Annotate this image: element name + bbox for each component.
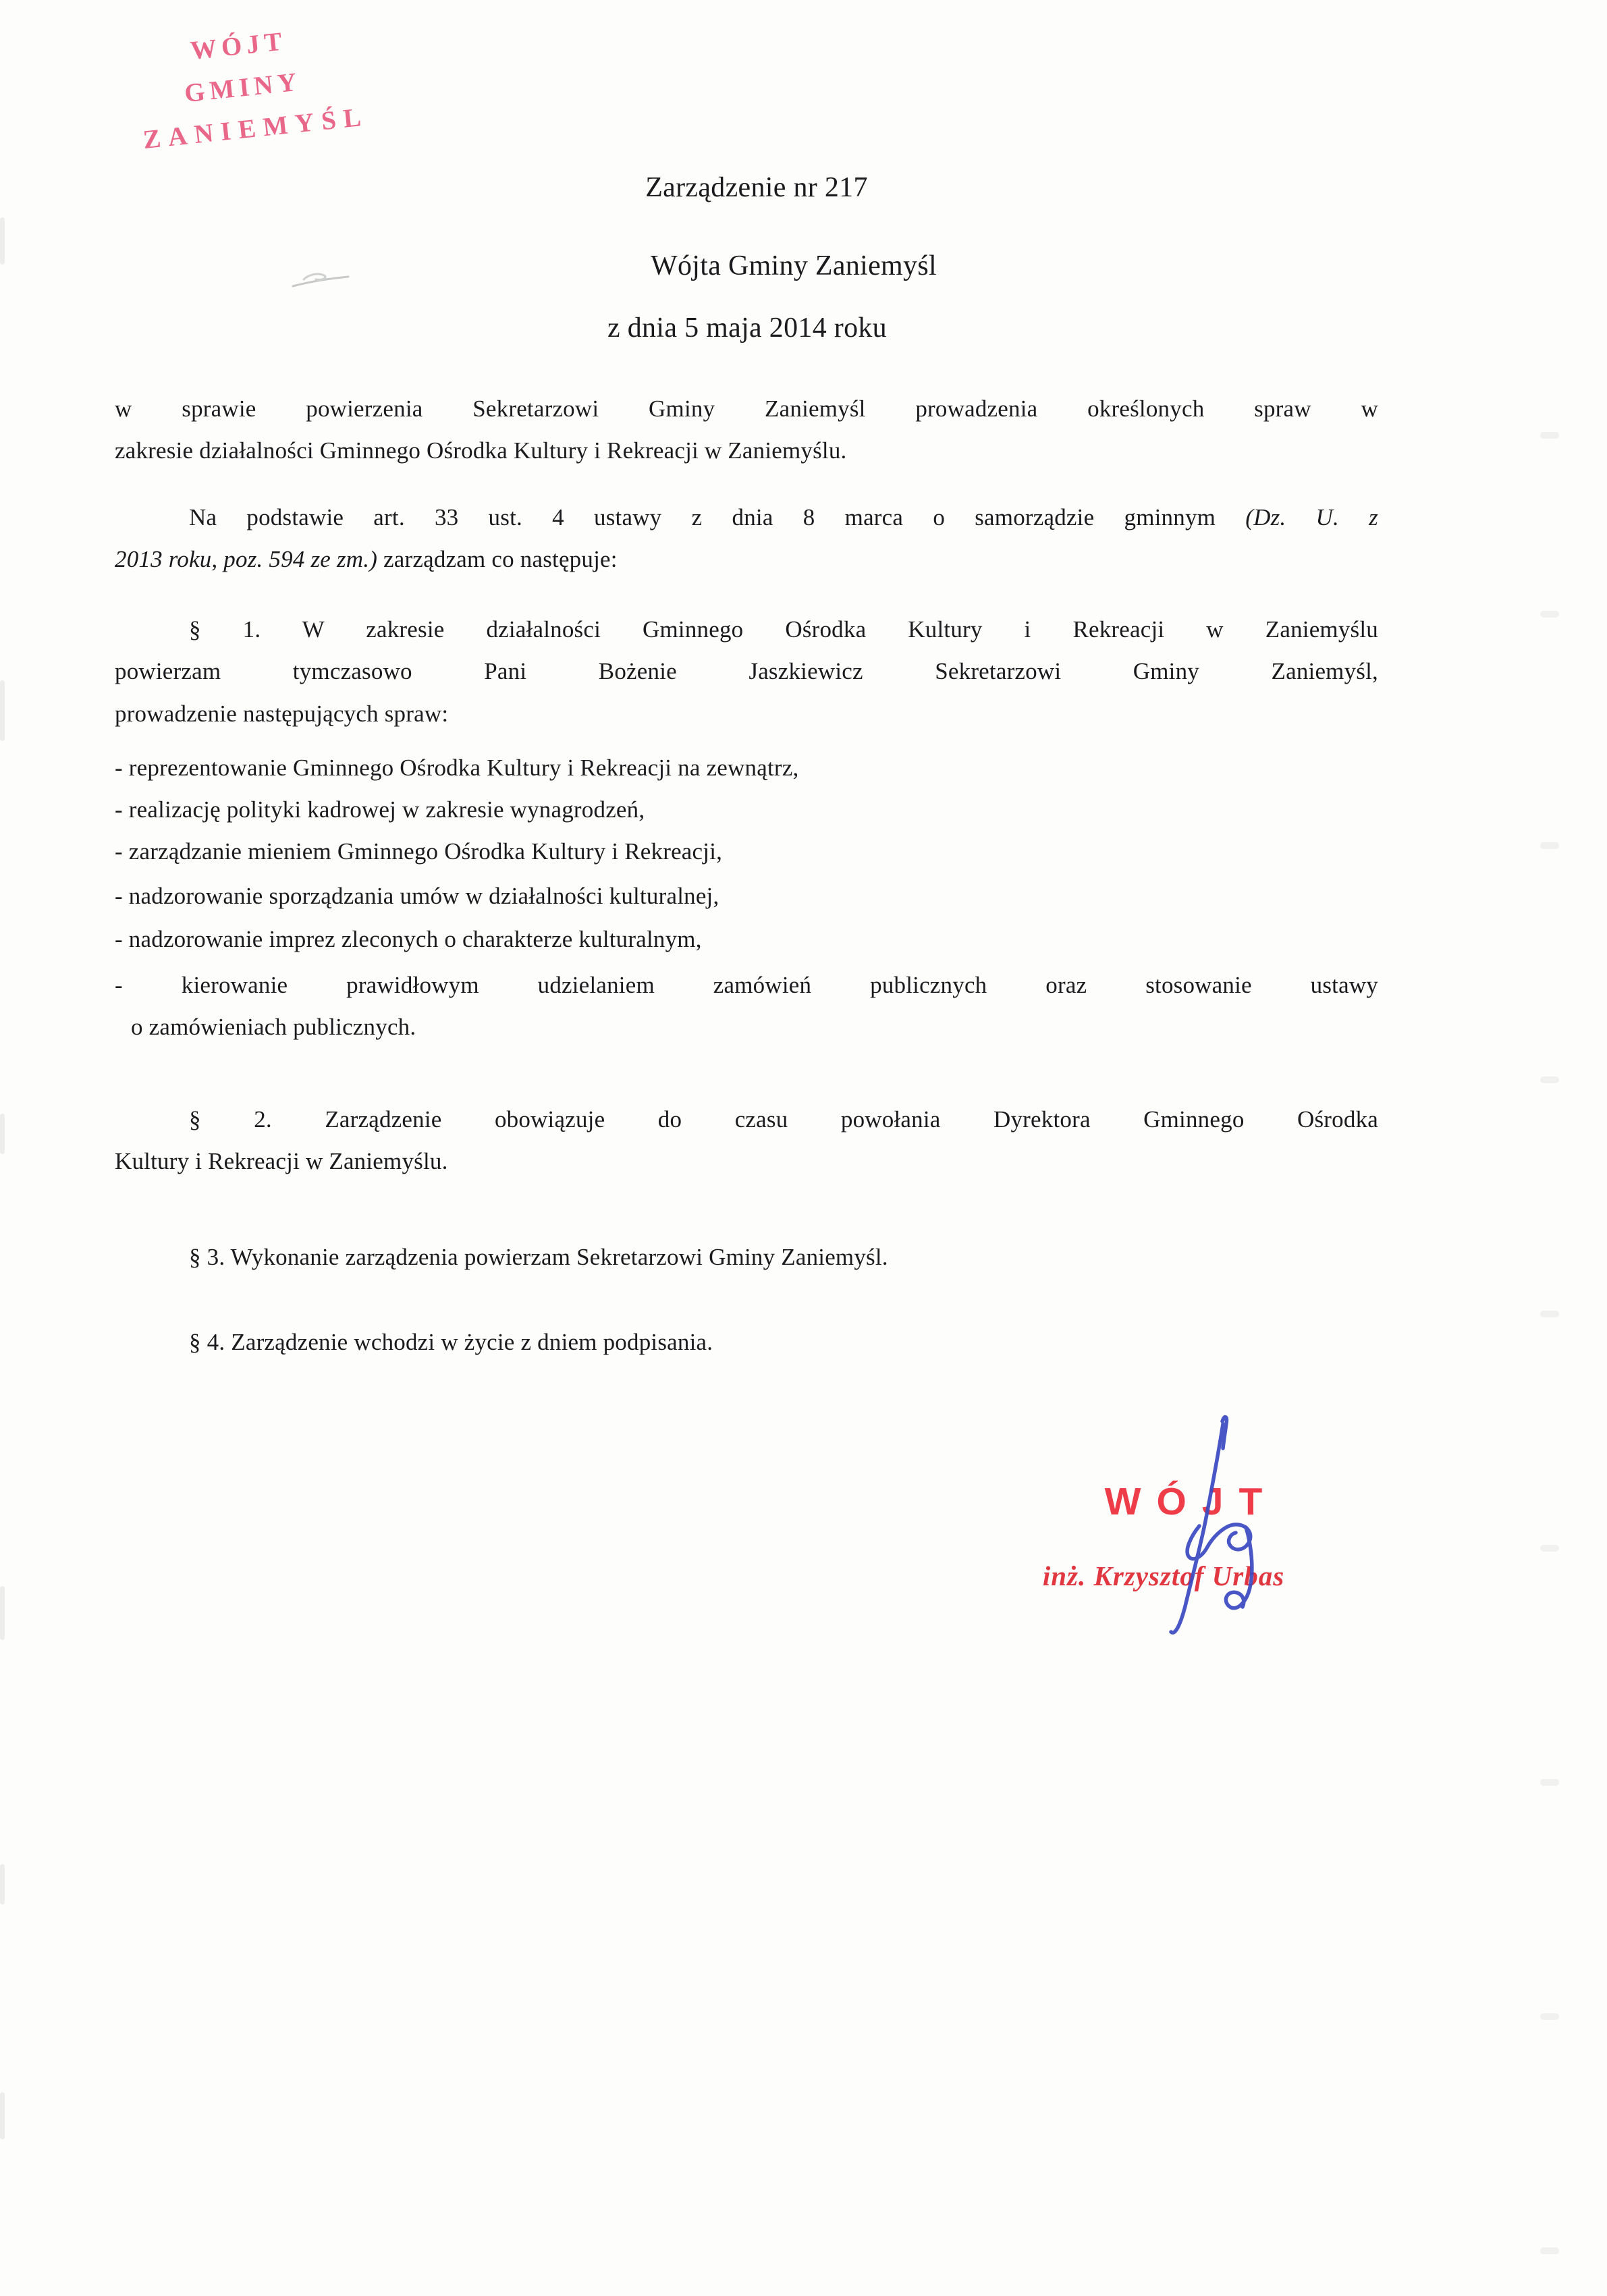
scan-feed-mark	[1540, 1311, 1559, 1317]
office-header-stamp	[132, 15, 370, 161]
section-1-line-1: § 1. W zakresie działalności Gminnego Ośrodka Kultury i Rekreacji w Zaniemyślu	[189, 616, 1378, 643]
legal-basis-citation-start: (Dz. U. z	[1245, 504, 1378, 530]
legal-basis-line-2	[115, 538, 1378, 580]
document-title-issuer: Wójta Gminy Zaniemyśl	[651, 250, 937, 281]
legal-basis-line-1	[115, 496, 1378, 539]
duty-list-item: - realizację polityki kadrowej w zakresie wynagrodzeń,	[115, 796, 645, 823]
duty-list-item: - nadzorowanie imprez zleconych o charakterze kulturalnym,	[115, 926, 702, 952]
scan-edge-artifact	[0, 1114, 5, 1154]
signature-stamp-role: WÓJT	[1104, 1480, 1278, 1523]
legal-basis-normal-text: Na podstawie art. 33 ust. 4 ustawy z dnia 8 marca o samorządzie gminnym	[189, 504, 1246, 530]
scan-feed-mark	[1540, 1779, 1559, 1786]
office-stamp-line1: WÓJT GMINY	[183, 26, 303, 109]
section-4-line: § 4. Zarządzenie wchodzi w życie z dniem podpisania.	[189, 1329, 713, 1355]
section-2-line-1: § 2. Zarządzenie obowiązuje do czasu powołania Dyrektora Gminnego Ośrodka	[189, 1106, 1378, 1132]
scan-feed-mark	[1540, 1545, 1559, 1552]
legal-basis-citation-end: 2013 roku, poz. 594 ze zm.)	[115, 546, 378, 572]
scan-edge-artifact	[0, 680, 5, 741]
document-title-number: Zarządzenie nr 217	[645, 172, 868, 203]
legal-basis-closing-text: zarządzam co następuje:	[377, 546, 618, 572]
duty-list-item: - kierowanie prawidłowym udzielaniem zamówień publicznych oraz stosowanie ustawy	[115, 972, 1378, 998]
scan-feed-mark	[1540, 2013, 1559, 2020]
scan-feed-mark	[1540, 432, 1559, 439]
scan-edge-artifact	[0, 1586, 5, 1640]
section-2-line-2: Kultury i Rekreacji w Zaniemyślu.	[115, 1148, 448, 1174]
scan-feed-mark	[1540, 611, 1559, 618]
section-1-line-2: powierzam tymczasowo Pani Bożenie Jaszkiewicz Sekretarzowi Gminy Zaniemyśl,	[115, 658, 1378, 684]
duty-list-item: - nadzorowanie sporządzania umów w działalności kulturalnej,	[115, 883, 719, 909]
duty-list-item: - zarządzanie mieniem Gminnego Ośrodka Kultury i Rekreacji,	[115, 838, 723, 865]
section-3-line: § 3. Wykonanie zarządzenia powierzam Sekretarzowi Gminy Zaniemyśl.	[189, 1244, 888, 1270]
scan-edge-artifact	[0, 2092, 5, 2139]
subject-line-2: zakresie działalności Gminnego Ośrodka Kultury i Rekreacji w Zaniemyślu.	[115, 437, 847, 464]
handwritten-signature	[1100, 1408, 1289, 1651]
scan-edge-artifact	[0, 1864, 5, 1905]
scan-feed-mark	[1540, 1076, 1559, 1083]
office-stamp-line2: ZANIEMYŚL	[141, 102, 370, 155]
duty-list-item-continuation: o zamówieniach publicznych.	[131, 1014, 416, 1040]
signature-stamp-name: inż. Krzysztof Urbas	[1042, 1560, 1285, 1591]
document-title-date: z dnia 5 maja 2014 roku	[607, 312, 887, 344]
section-1-line-3: prowadzenie następujących spraw:	[115, 701, 449, 727]
subject-line-1: w sprawie powierzenia Sekretarzowi Gminy Zaniemyśl prowadzenia określonych spraw w	[115, 395, 1378, 422]
scan-feed-mark	[1540, 842, 1559, 849]
scan-edge-artifact	[0, 217, 5, 265]
scan-feed-mark	[1540, 2247, 1559, 2254]
duty-list-item: - reprezentowanie Gminnego Ośrodka Kultury i Rekreacji na zewnątrz,	[115, 755, 799, 781]
